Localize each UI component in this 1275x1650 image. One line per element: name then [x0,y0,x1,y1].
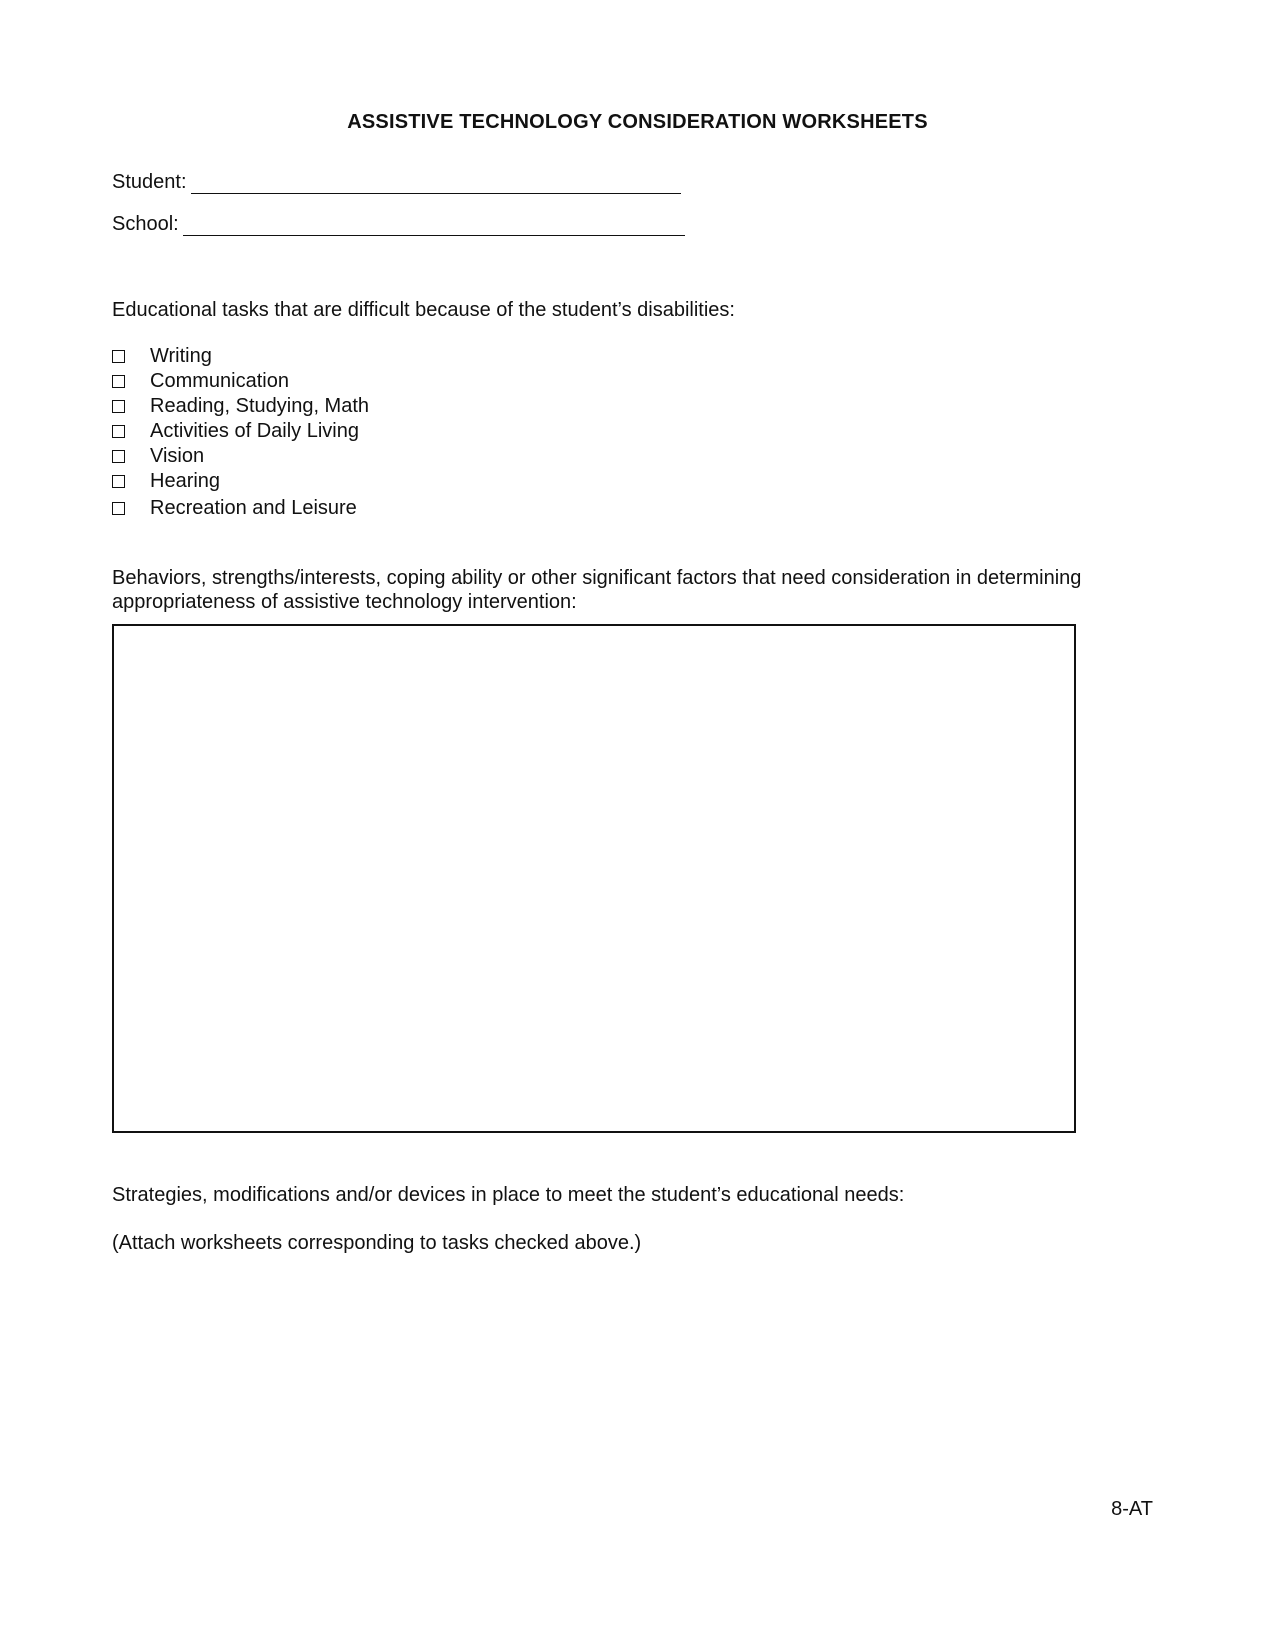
checkbox-icon[interactable] [112,400,125,413]
checkbox-icon[interactable] [112,425,125,438]
student-input-line[interactable] [191,171,681,194]
checklist-item-label: Communication [150,370,289,392]
checkbox-icon[interactable] [112,475,125,488]
student-label: Student: [112,171,187,193]
checklist-item-vision[interactable] [112,444,369,469]
school-label: School: [112,213,179,235]
checklist-item-label: Vision [150,445,205,467]
tasks-prompt: Educational tasks that are difficult because of the student’s disabilities: [112,299,735,321]
page-number: 8-AT [1111,1498,1153,1520]
strategies-prompt: Strategies, modifications and/or devices in place to meet the student’s educational needs: [112,1184,905,1206]
checklist-item-activities-of-daily-living[interactable] [112,419,369,444]
checkbox-icon[interactable] [112,450,125,463]
checkbox-icon[interactable] [112,350,125,363]
checklist-item-label: Reading, Studying, Math [150,395,370,417]
page-title: ASSISTIVE TECHNOLOGY CONSIDERATION WORKSHEETS [347,111,928,133]
checkbox-icon[interactable] [112,502,125,515]
factors-response-box[interactable] [112,624,1076,1133]
checklist-item-recreation-and-leisure[interactable] [112,496,369,521]
task-checklist [112,344,369,521]
student-field [112,171,681,194]
checklist-item-label: Hearing [150,470,221,492]
checklist-item-label: Writing [150,345,212,367]
checklist-item-label: Recreation and Leisure [150,497,357,519]
checklist-item-communication[interactable] [112,369,369,394]
checklist-item-writing[interactable] [112,344,369,369]
factors-prompt: Behaviors, strengths/interests, coping ability or other significant factors that need consideration in determining appropriateness of assistive technology intervention: [112,567,1082,613]
checklist-item-label: Activities of Daily Living [150,420,359,442]
checkbox-icon[interactable] [112,375,125,388]
checklist-item-hearing[interactable] [112,469,369,494]
school-field [112,213,685,236]
attach-note: (Attach worksheets corresponding to tasks checked above.) [112,1232,642,1254]
checklist-item-reading-studying-math[interactable] [112,394,369,419]
school-input-line[interactable] [183,213,685,236]
